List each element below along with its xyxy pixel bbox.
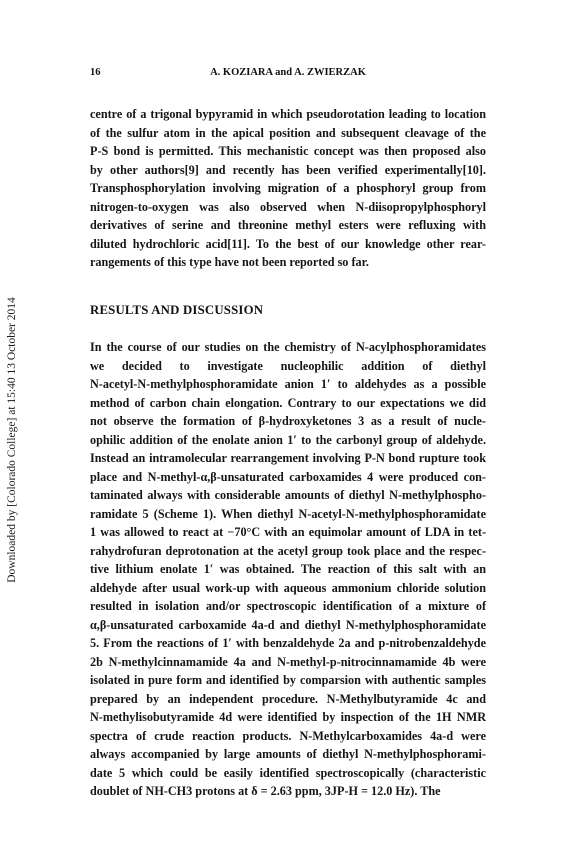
text-line: centre of a trigonal bypyramid in which pseudorotation leading to location bbox=[90, 107, 486, 121]
text-line: α,β-unsaturated carboxamide 4a-d and diethyl N-methylphosphoramidate bbox=[90, 617, 486, 632]
text-line: isolated in pure form and identified by comparsion with authentic samples bbox=[90, 673, 486, 687]
text-line: diluted hydrochloric acid[11]. To the best of our knowledge other rear- bbox=[90, 236, 486, 251]
text-line: tive lithium enolate 1′ was obtained. The reaction of this salt with an bbox=[90, 562, 486, 576]
text-line: resulted in isolation and/or spectroscopic identification of a mixture of bbox=[90, 599, 486, 613]
running-header bbox=[90, 67, 486, 83]
text-line: not observe the formation of β-hydroxyketones 3 as a result of nucle- bbox=[90, 414, 486, 428]
text-line: always accompanied by large amounts of diethyl N-methylphosphorami- bbox=[90, 747, 486, 761]
text-line: Instead an intramolecular rearrangement involving P-N bond rupture took bbox=[90, 451, 486, 465]
text-line: 2b N-methylcinnamamide 4a and N-methyl-p-nitrocinnamamide 4b were bbox=[90, 654, 486, 669]
text-line: N-acetyl-N-methylphosphoramidate anion 1′ to aldehydes as a possible bbox=[90, 377, 486, 391]
text-line: ophilic addition of the enolate anion 1′ to the carbonyl group of aldehyde. bbox=[90, 432, 486, 447]
text-line: rangements of this type have not been reported so far. bbox=[90, 255, 369, 269]
text-line: P-S bond is permitted. This mechanistic concept was then proposed also bbox=[90, 144, 486, 158]
intro-paragraph bbox=[90, 105, 486, 272]
text-line: prepared by an independent procedure. N-Methylbutyramide 4c and bbox=[90, 691, 486, 706]
text-line: 5. From the reactions of 1′ with benzaldehyde 2a and p-nitrobenzaldehyde bbox=[90, 636, 486, 650]
page-number: 16 bbox=[90, 67, 101, 78]
text-line: taminated always with considerable amounts of diethyl N-methylphospho- bbox=[90, 488, 486, 502]
text-line: place and N-methyl-α,β-unsaturated carboxamides 4 were produced con- bbox=[90, 469, 486, 484]
text-line: spectra of crude reaction products. N-Methylcarboxamides 4a-d were bbox=[90, 728, 486, 743]
text-line: nitrogen-to-oxygen was also observed when N-diisopropylphosphoryl bbox=[90, 199, 486, 214]
text-line: N-methylisobutyramide 4d were identified by inspection of the 1H NMR bbox=[90, 710, 486, 724]
text-line: of the sulfur atom in the apical position and subsequent cleavage of the bbox=[90, 125, 486, 140]
text-line: 1 was allowed to react at −70°C with an equimolar amount of LDA in tet- bbox=[90, 525, 486, 539]
text-line: method of carbon chain elongation. Contrary to our expectations we did bbox=[90, 395, 486, 410]
text-line: derivatives of serine and threonine methyl esters were refluxing with bbox=[90, 218, 486, 232]
text-line: by other authors[9] and recently has been verified experimentally[10]. bbox=[90, 162, 486, 177]
section-heading: RESULTS AND DISCUSSION bbox=[90, 303, 264, 317]
text-line: Transphosphorylation involving migration of a phosphoryl group from bbox=[90, 181, 486, 195]
text-line: doublet of NH-CH3 protons at δ = 2.63 ppm, 3JP-H = 12.0 Hz). The bbox=[90, 784, 441, 798]
text-line: ramidate 5 (Scheme 1). When diethyl N-acetyl-N-methylphosphoramidate bbox=[90, 506, 486, 521]
text-line: we decided to investigate nucleophilic addition of diethyl bbox=[90, 358, 486, 373]
text-line: rahydrofuran deprotonation at the acetyl group took place and the respec- bbox=[90, 543, 486, 558]
text-line: In the course of our studies on the chemistry of N-acylphosphoramidates bbox=[90, 340, 486, 354]
results-paragraph bbox=[90, 338, 486, 801]
running-header-authors: A. KOZIARA and A. ZWIERZAK bbox=[210, 67, 366, 78]
text-line: date 5 which could be easily identified spectroscopically (characteristic bbox=[90, 765, 486, 780]
text-line: aldehyde after usual work-up with aqueous ammonium chloride solution bbox=[90, 580, 486, 595]
download-watermark-text: Downloaded by [Colorado College] at 15:40 13 October 2014 bbox=[6, 297, 18, 583]
